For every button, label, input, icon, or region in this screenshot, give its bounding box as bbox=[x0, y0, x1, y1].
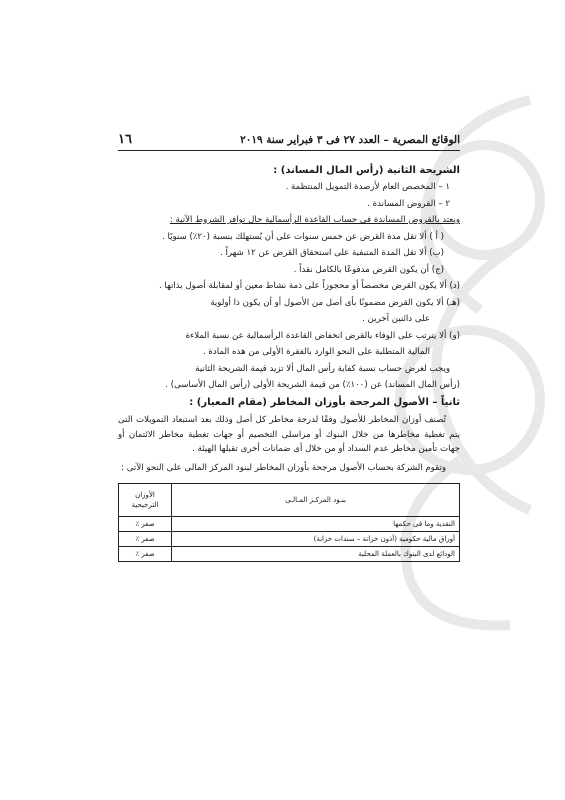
risk-paragraph-intro: وتقوم الشركة بحساب الأصول مرجحة بأوزان المخاطر لبنود المركز المالى على النحو الآتى : bbox=[121, 462, 446, 473]
tier2-limit-line: ويجب لغرض حساب نسبة كفاية رأس المال ألا تزيد قيمة الشريحة الثانية bbox=[195, 363, 450, 374]
table-cell-weight: صفر ٪ bbox=[119, 547, 172, 562]
risk-section-title: ثانياً – الأصول المرجحة بأوزان المخاطر (مقام المعيار) : bbox=[189, 397, 460, 408]
risk-paragraph: تُصنف أوزان المخاطر للأصول وفقًا لدرجة مخاطر كل أصل وذلك بعد استبعاد التمويلات التى يتم تغطية مخاطرها من خلال البنوك أو مراسلى التخصيم أو جهات تغطية مخاطر الائتمان أو جهات تأمين مخاطر عدم السداد أو من خلال أى ضمانات أخرى تقبلها الهيئة . bbox=[118, 415, 460, 454]
risk-weights-table bbox=[118, 483, 460, 562]
table-header-row bbox=[119, 484, 460, 517]
table-row bbox=[119, 547, 460, 562]
condition-item-continuation: على دائنين آخرين . bbox=[362, 314, 430, 324]
tier2-limit-line: (رأس المال المساند) عن (١٠٠٪) من قيمة الشريحة الأولى (رأس المال الأساسى) . bbox=[165, 380, 460, 390]
table-row bbox=[119, 532, 460, 547]
table-cell-item: النقدية وما فى حكمها bbox=[172, 517, 460, 532]
table-cell-weight: صفر ٪ bbox=[119, 532, 172, 547]
condition-item: (ج) أن يكون القرض مدفوعًا بالكامل نقداً . bbox=[293, 264, 444, 275]
document-page bbox=[118, 132, 460, 562]
page-number: ١٦ bbox=[118, 132, 132, 147]
condition-item: (ب) ألا تقل المدة المتبقية على استحقاق القرض عن ١٢ شهراً . bbox=[220, 248, 444, 258]
page-header bbox=[118, 132, 460, 151]
condition-item: (هـ) ألا يكون القرض مضمونًا بأى أصل من الأصول أو أن يكون ذا أولوية bbox=[210, 297, 460, 308]
table-cell-item: أوراق مالية حكومية (أذون خزانة – سندات خزانة) bbox=[172, 532, 460, 547]
condition-item: (و) ألا يترتب على الوفاء بالقرض انخفاض القاعدة الرأسمالية عن نسبة الملاءة bbox=[185, 330, 460, 341]
section2-item: ٢ – القروض المساندة . bbox=[367, 198, 450, 209]
table-row bbox=[119, 517, 460, 532]
table-cell-weight: صفر ٪ bbox=[119, 517, 172, 532]
condition-item: (د) ألا يكون القرض مخصصاً أو محجوزاً على ذمة نشاط معين أو لمقابلة أصول بذاتها . bbox=[158, 281, 460, 291]
table-cell-item: الودائع لدى البنوك بالعملة المحلية bbox=[172, 547, 460, 562]
publication-title: الوقائع المصرية – العدد ٢٧ فى ٣ فبراير سنة ٢٠١٩ bbox=[240, 134, 460, 146]
conditions-intro: ويعتد بالقروض المساندة فى حساب القاعدة الرأسمالية حال توافر الشروط الآتية : bbox=[169, 215, 460, 225]
condition-item-continuation: المالية المتطلبة على النحو الوارد بالفقرة الأولى من هذه المادة . bbox=[202, 347, 430, 357]
section2-item: ١ – المخصص العام لأرصدة التمويل المنتظمة . bbox=[285, 182, 450, 192]
table-header-weight: الأوزان الترجيحية bbox=[119, 484, 172, 517]
section2-title: الشريحة الثانية (رأس المال المساند) : bbox=[273, 165, 460, 176]
condition-item: ( أ ) ألا تقل مدة القرض عن خمس سنوات على أن يُستهلك بنسبة (٢٠٪) سنويًا . bbox=[162, 231, 444, 242]
table-header-item: بنـود المركـز المـالـى bbox=[172, 484, 460, 517]
